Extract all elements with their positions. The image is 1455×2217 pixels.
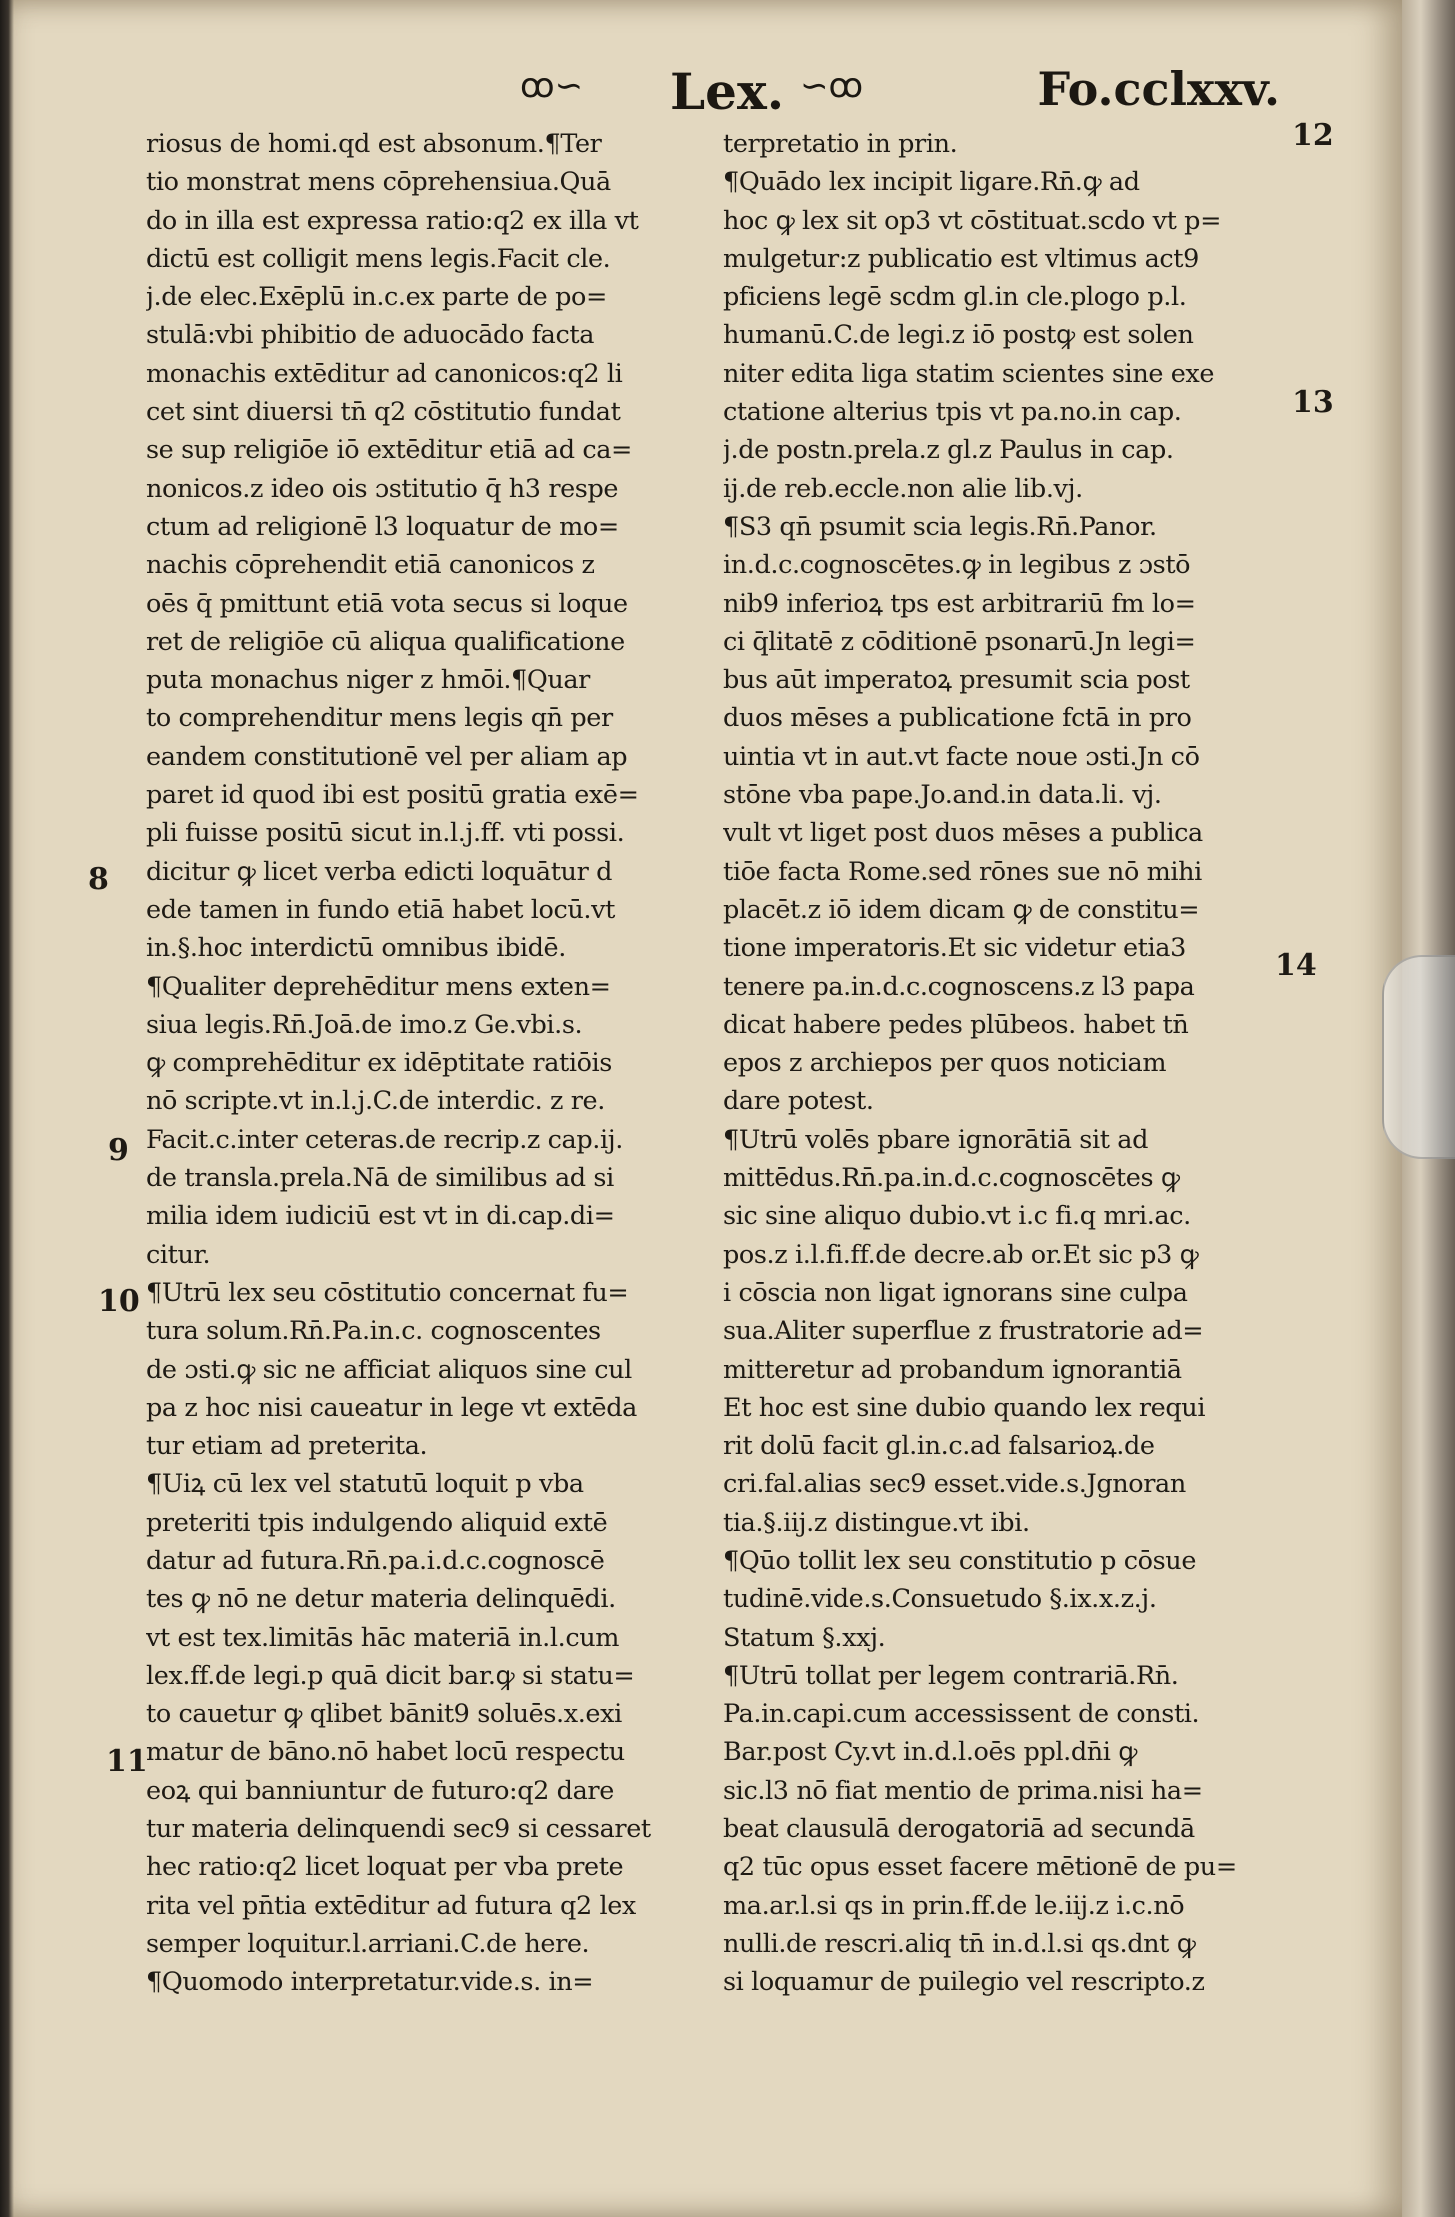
folio-number: Fo.cclxxv.	[1037, 62, 1280, 116]
text-line: ꝙ comprehēditur ex idēptitate ratiōis	[146, 1048, 612, 1079]
text-line: niter edita liga statim scientes sine exe	[723, 358, 1215, 389]
text-line: oēs q̄ pmittunt etiā vota secus si loque	[146, 588, 628, 619]
text-line: se sup religiōe iō extēditur etiā ad ca=	[146, 435, 632, 466]
text-line: in.d.c.cognoscētes.ꝙ in legibus z ɔstō	[723, 550, 1191, 581]
text-line: ¶Utrū volēs pbare ignorātiā sit ad	[723, 1124, 1148, 1155]
text-line: Bar.post Cy.vt in.d.l.oēs ppl.dn̄i ꝙ	[723, 1737, 1138, 1768]
margin-number: 13	[1292, 385, 1334, 420]
text-line: paret id quod ibi est positū gratia exē=	[146, 780, 639, 811]
text-line: tes ꝙ nō ne detur materia delinquēdi.	[146, 1584, 616, 1615]
text-line: eoꝝ qui banniuntur de futuro:q2 dare	[146, 1775, 614, 1806]
text-line: preteriti tpis indulgendo aliquid extē	[146, 1507, 608, 1538]
text-line: nō scripte.vt in.l.j.C.de interdic. z re.	[146, 1086, 605, 1117]
text-line: tudinē.vide.s.Consuetudo §.ix.x.z.j.	[723, 1584, 1157, 1615]
text-line: pli fuisse positū sicut in.l.j.ff. vti possi.	[146, 818, 625, 849]
text-line: nulli.de rescri.aliq tn̄ in.d.l.si qs.dnt ꝙ	[723, 1928, 1196, 1959]
text-line: cri.fal.alias sec9 esset.vide.s.Jgnoran	[723, 1469, 1186, 1500]
text-line: ij.de reb.eccle.non alie lib.vj.	[723, 473, 1083, 504]
text-line: to comprehenditur mens legis qn̄ per	[146, 703, 613, 734]
text-line: citur.	[146, 1239, 211, 1270]
text-line: ¶Qūo tollit lex seu constitutio p cōsue	[723, 1545, 1197, 1576]
ornament-right-icon: ∽ꝏ	[800, 66, 864, 106]
text-line: sic sine aliquo dubio.vt i.c fi.q mri.ac.	[723, 1201, 1191, 1232]
text-line: ¶Utrū lex seu cōstitutio concernat fu=	[146, 1277, 629, 1308]
text-line: vult vt liget post duos mēses a publica	[723, 818, 1203, 849]
text-line: pa z hoc nisi caueatur in lege vt extēda	[146, 1392, 637, 1423]
text-line: si loquamur de puilegio vel rescripto.z	[723, 1967, 1205, 1998]
text-line: mitteretur ad probandum ignorantiā	[723, 1354, 1182, 1385]
text-line: ¶Qualiter deprehēditur mens exten=	[146, 971, 611, 1002]
text-line: de ɔsti.ꝙ sic ne afficiat aliquos sine cul	[146, 1354, 632, 1385]
text-line: ¶Utrū tollat per legem contrariā.Rn̄.	[723, 1660, 1179, 1691]
text-line: tione imperatoris.Et sic videtur etia3	[723, 933, 1186, 964]
text-line: tur materia delinquendi sec9 si cessaret	[146, 1814, 651, 1845]
text-line: tia.§.iij.z distingue.vt ibi.	[723, 1507, 1030, 1538]
text-line: ¶Quādo lex incipit ligare.Rn̄.ꝙ ad	[723, 167, 1140, 198]
text-line: matur de bāno.nō habet locū respectu	[146, 1737, 625, 1768]
text-line: Pa.in.capi.cum accessissent de consti.	[723, 1699, 1200, 1730]
text-line: in.§.hoc interdictū omnibus ibidē.	[146, 933, 566, 964]
text-line: Facit.c.inter ceteras.de recrip.z cap.ij.	[146, 1124, 623, 1155]
text-line: stōne vba pape.Jo.and.in data.li. vj.	[723, 780, 1162, 811]
text-line: datur ad futura.Rn̄.pa.i.d.c.cognoscē	[146, 1545, 605, 1576]
text-line: ma.ar.l.si qs in prin.ff.de le.iij.z i.c.nō	[723, 1890, 1185, 1921]
text-line: to cauetur ꝙ qlibet bānit9 soluēs.x.exi	[146, 1699, 622, 1730]
text-line: placēt.z iō idem dicam ꝙ de constitu=	[723, 894, 1200, 925]
text-line: rita vel pn̄tia extēditur ad futura q2 lex	[146, 1890, 636, 1921]
left-text-column	[146, 125, 701, 2002]
running-header	[140, 58, 1300, 128]
text-line: ede tamen in fundo etiā habet locū.vt	[146, 894, 615, 925]
text-line: pficiens legē scdm gl.in cle.plogo p.l.	[723, 282, 1187, 313]
text-line: j.de elec.Exēplū in.c.ex parte de po=	[146, 282, 607, 313]
text-line: cet sint diuersi tn̄ q2 cōstitutio fundat	[146, 397, 621, 428]
margin-number: 14	[1275, 948, 1317, 983]
text-line: dicitur ꝙ licet verba edicti loquātur d	[146, 856, 612, 887]
text-line: duos mēses a publicatione fctā in pro	[723, 703, 1192, 734]
text-line: tur etiam ad preterita.	[146, 1431, 428, 1462]
text-line: ctatione alterius tpis vt pa.no.in cap.	[723, 397, 1182, 428]
text-line: stulā:vbi phibitio de aduocādo facta	[146, 320, 594, 351]
margin-number: 12	[1292, 118, 1334, 153]
right-text-column	[723, 125, 1283, 2002]
text-line: puta monachus niger z hmōi.¶Quar	[146, 665, 590, 696]
text-line: tenere pa.in.d.c.cognoscens.z l3 papa	[723, 971, 1195, 1002]
text-line: ¶Quomodo interpretatur.vide.s. in=	[146, 1967, 594, 1998]
text-line: beat clausulā derogatoriā ad secundā	[723, 1814, 1195, 1845]
text-line: milia idem iudiciū est vt in di.cap.di=	[146, 1201, 615, 1232]
text-line: nonicos.z ideo ois ɔstitutio q̄ h3 respe	[146, 473, 619, 504]
text-line: terpretatio in prin.	[723, 129, 958, 159]
text-line: ¶S3 qn̄ psumit scia legis.Rn̄.Panor.	[723, 511, 1157, 542]
page-heading: Lex.	[670, 62, 785, 121]
text-line: ret de religiōe cū aliqua qualificatione	[146, 626, 625, 657]
text-line: riosus de homi.qd est absonum.¶Ter	[146, 129, 602, 159]
ornament-left-icon: ꝏ∽	[520, 66, 584, 106]
text-line: rit dolū facit gl.in.c.ad falsarioꝝ.de	[723, 1431, 1155, 1462]
text-line: sua.Aliter superflue z frustratorie ad=	[723, 1316, 1204, 1347]
text-line: monachis extēditur ad canonicos:q2 li	[146, 358, 623, 389]
text-line: dictū est colligit mens legis.Facit cle.	[146, 243, 611, 274]
margin-number: 9	[108, 1133, 129, 1168]
text-line: tiōe facta Rome.sed rōnes sue nō mihi	[723, 856, 1202, 887]
text-line: Et hoc est sine dubio quando lex requi	[723, 1392, 1206, 1423]
text-line: mittēdus.Rn̄.pa.in.d.c.cognoscētes ꝙ	[723, 1163, 1180, 1194]
text-line: dare potest.	[723, 1086, 874, 1117]
text-line: lex.ff.de legi.p quā dicit bar.ꝙ si statu=	[146, 1660, 635, 1691]
text-line: ¶Uiꝝ cū lex vel statutū loquit p vba	[146, 1469, 584, 1500]
text-line: do in illa est expressa ratio:q2 ex illa vt	[146, 205, 639, 236]
text-line: sic.l3 nō fiat mentio de prima.nisi ha=	[723, 1775, 1203, 1806]
margin-number: 10	[98, 1284, 140, 1319]
text-line: dicat habere pedes plūbeos. habet tn̄	[723, 1009, 1189, 1040]
text-line: bus aūt imperatoꝝ presumit scia post	[723, 665, 1190, 696]
text-line: semper loquitur.l.arriani.C.de here.	[146, 1928, 590, 1959]
text-line: nachis cōprehendit etiā canonicos z	[146, 550, 595, 581]
margin-number: 11	[106, 1744, 148, 1779]
text-line: tio monstrat mens cōprehensiua.Quā	[146, 167, 611, 198]
text-line: epos z archiepos per quos noticiam	[723, 1048, 1167, 1079]
text-line: de transla.prela.Nā de similibus ad si	[146, 1163, 614, 1194]
text-line: j.de postn.prela.z gl.z Paulus in cap.	[723, 435, 1174, 466]
text-line: mulgetur:z publicatio est vltimus act9	[723, 243, 1199, 274]
margin-number: 8	[88, 862, 109, 897]
text-line: q2 tūc opus esset facere mētionē de pu=	[723, 1852, 1237, 1883]
text-line: uintia vt in aut.vt facte noue ɔsti.Jn cō	[723, 741, 1200, 772]
text-line: tura solum.Rn̄.Pa.in.c. cognoscentes	[146, 1316, 601, 1347]
text-line: ctum ad religionē l3 loquatur de mo=	[146, 511, 619, 542]
text-line: humanū.C.de legi.z iō postꝙ est solen	[723, 320, 1194, 351]
text-line: eandem constitutionē vel per aliam ap	[146, 741, 628, 772]
text-line: pos.z i.l.fi.ff.de decre.ab or.Et sic p3 ꝙ	[723, 1239, 1199, 1270]
binding-shadow	[0, 0, 14, 2217]
text-line: hoc ꝙ lex sit op3 vt cōstituat.scdo vt p=	[723, 205, 1222, 236]
text-line: i cōscia non ligat ignorans sine culpa	[723, 1277, 1188, 1308]
page-clip	[1382, 955, 1455, 1159]
text-line: Statum §.xxj.	[723, 1622, 886, 1653]
text-line: vt est tex.limitās hāc materiā in.l.cum	[146, 1622, 620, 1653]
text-line: nib9 inferioꝝ tps est arbitrariū fm lo=	[723, 588, 1196, 619]
text-line: ci q̄litatē z cōditionē psonarū.Jn legi=	[723, 626, 1196, 657]
text-line: siua legis.Rn̄.Joā.de imo.z Ge.vbi.s.	[146, 1009, 583, 1040]
text-line: hec ratio:q2 licet loquat per vba prete	[146, 1852, 624, 1883]
